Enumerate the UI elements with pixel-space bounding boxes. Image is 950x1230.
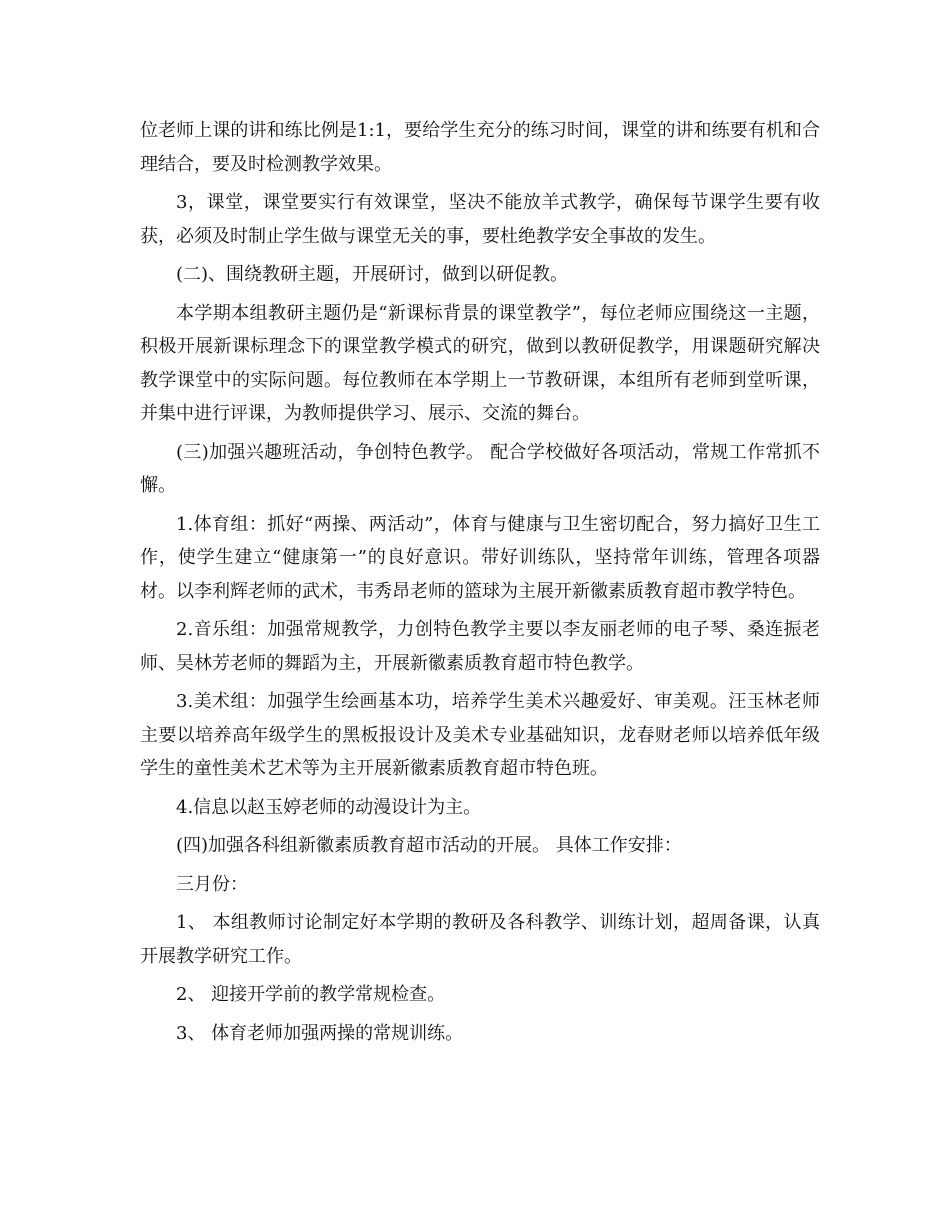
paragraph-info-group: 4.信息以赵玉婷老师的动漫设计为主。	[176, 796, 482, 818]
section-heading-research: (二)、围绕教研主题，开展研讨，做到以研促教。	[176, 264, 569, 285]
list-item-training: 3、 体育老师加强两操的常规训练。	[176, 1022, 464, 1044]
month-heading-march: 三月份：	[176, 873, 248, 895]
section-heading-interest-class: (三)加强兴趣班活动，争创特色教学。 配合学校做好各项活动，常规工作常抓不懈。	[140, 441, 820, 496]
document-body	[140, 114, 820, 1055]
paragraph-art-group: 3.美术组：加强学生绘画基本功，培养学生美术兴趣爱好、审美观。汪玉林老师主要以培养高年级学生的黑板报设计及美术专业基础知识，龙春财老师以培养低年级学生的童性美术艺术等为主开展新徽素质教育超市特色班。	[140, 691, 820, 779]
list-item-inspection: 2、 迎接开学前的教学常规检查。	[176, 984, 446, 1005]
paragraph-music-group: 2.音乐组：加强常规教学，力创特色教学主要以李友丽老师的电子琴、桑连振老师、吴林芳老师的舞蹈为主，开展新徽素质教育超市特色教学。	[140, 619, 820, 674]
section-heading-activities: (四)加强各科组新徽素质教育超市活动的开展。 具体工作安排：	[176, 835, 682, 856]
paragraph-research-theme: 本学期本组教研主题仍是“新课标背景的课堂教学”，每位老师应围绕这一主题，积极开展新课标理念下的课堂教学模式的研究，做到以教研促教学，用课题研究解决教学课堂中的实际问题。每位教师在本学期上一节教研课，本组所有老师到堂听课，并集中进行评课，为教师提供学习、展示、交流的舞台。	[140, 302, 820, 424]
paragraph-continuation: 位老师上课的讲和练比例是1:1，要给学生充分的练习时间，课堂的讲和练要有机和合理结合，要及时检测教学效果。	[140, 120, 820, 175]
list-item-plan: 1、 本组教师讨论制定好本学期的教研及各科教学、训练计划，超周备课，认真开展教学研究工作。	[140, 912, 820, 967]
paragraph-pe-group: 1.体育组：抓好“两操、两活动”，体育与健康与卫生密切配合，努力搞好卫生工作，使学生建立“健康第一”的良好意识。带好训练队，坚持常年训练，管理各项器材。以李利辉老师的武术，韦秀昂老师的篮球为主展开新徽素质教育超市教学特色。	[140, 513, 820, 602]
paragraph-classroom-efficiency: 3，课堂，课堂要实行有效课堂，坚决不能放羊式教学，确保每节课学生要有收获，必须及时制止学生做与课堂无关的事，要杜绝教学安全事故的发生。	[140, 192, 820, 247]
